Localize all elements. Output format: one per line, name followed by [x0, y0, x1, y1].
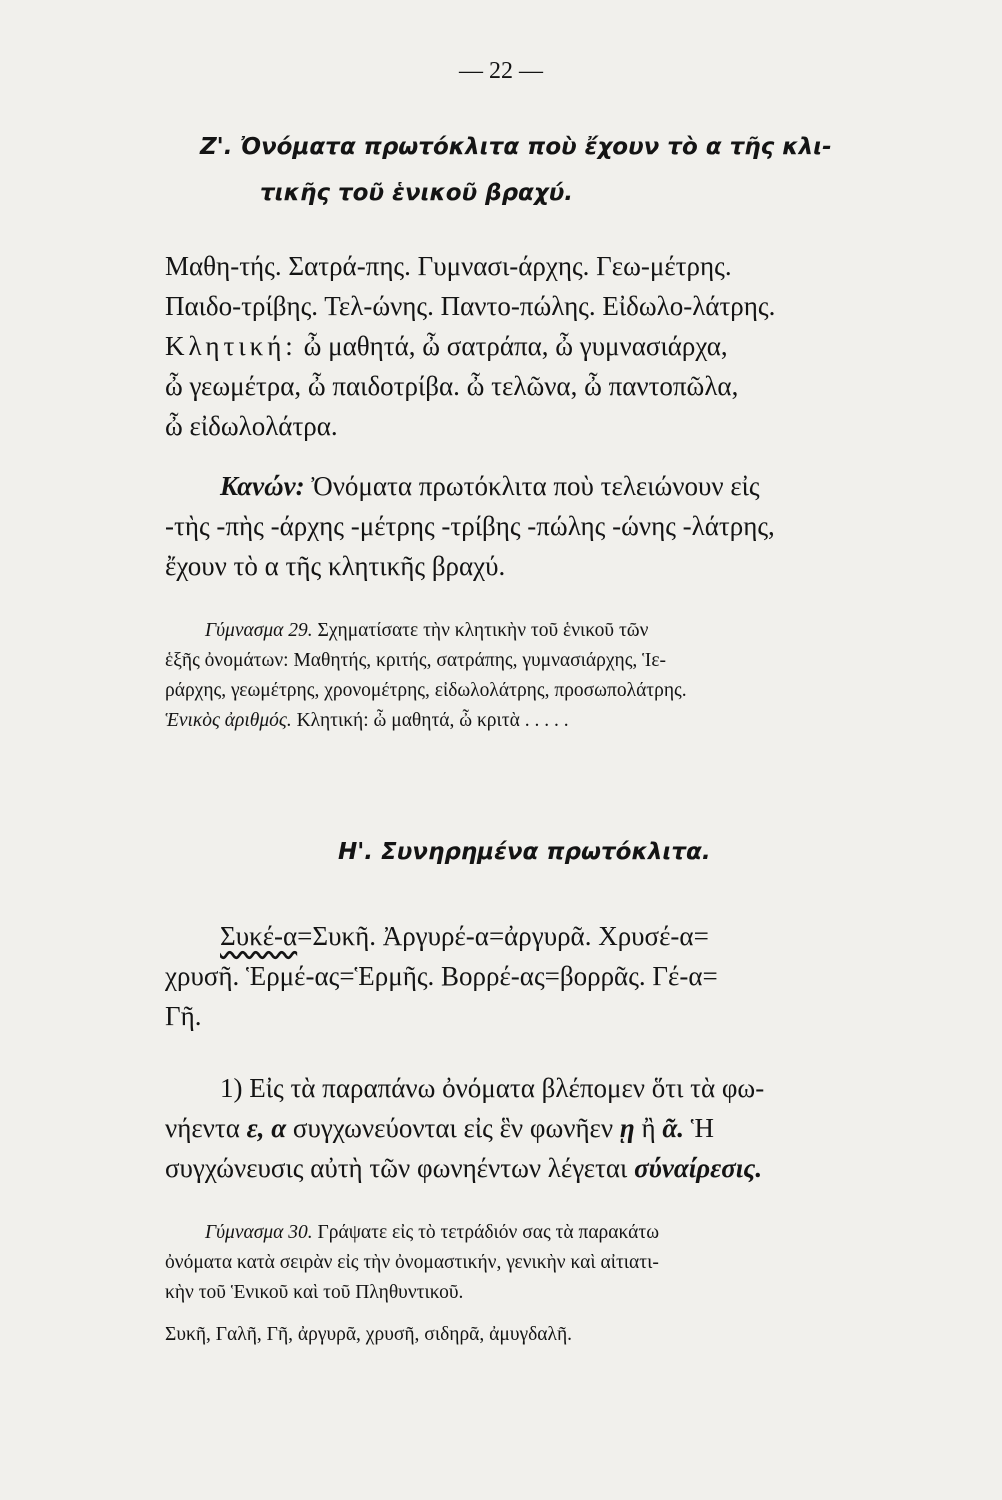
exercise-29-line-2: ἑξῆς ὀνομάτων: Μαθητής, κριτής, σατράπης, γυμνασιάρχης, Ἱε-: [165, 650, 667, 671]
rule-1-line-3-a: συγχώνευσις αὐτὴ τῶν φωνηέντων λέγεται: [165, 1153, 628, 1183]
rule-1-or: ἢ: [641, 1113, 656, 1143]
exercise-29-line-3: ράρχης, γεωμέτρης, χρονομέτρης, εἰδωλολάτρης, προσωπολάτρης.: [165, 680, 687, 701]
exercise-30-line-1-text: Γράψατε εἰς τὸ τετράδιόν σας τὰ παρακάτω: [317, 1222, 660, 1243]
contraction-borras-result: =βορρᾶς. Γέ-α: [544, 961, 703, 991]
section-z-body: [165, 246, 960, 446]
contraction-syke: Συκέ-α: [220, 921, 298, 951]
section-z-heading-line2: τικῆς τοῦ ἑνικοῦ βραχύ.: [260, 180, 573, 206]
contraction-line-3: Γῆ.: [165, 1001, 202, 1031]
contraction-syke-result: =Συκῆ. Ἀργυρέ-α: [297, 921, 489, 951]
exercise-30: [165, 1218, 960, 1350]
section-z-heading: [200, 124, 960, 216]
contraction-line-1: [165, 916, 960, 956]
contraction-ermes: χρυσῆ. Ἑρμέ-ας: [165, 961, 340, 991]
contraction-line-2: [165, 956, 960, 996]
kanon-line-1: [165, 466, 960, 506]
section-z-heading-line1: Ζ'. Ὀνόματα πρωτόκλιτα ποὺ ἔχουν τὸ α τῆς κλι-: [200, 134, 832, 160]
rule-1-alpha: ᾶ.: [662, 1113, 684, 1143]
exercise-30-line-1: [165, 1218, 960, 1248]
kanon-line-2: -τὴς -πὴς -άρχης -μέτρης -τρίβης -πώλης -ώνης -λάτρης,: [165, 511, 775, 541]
exercise-29: [165, 616, 960, 736]
rule-1-line-2-c: συγχωνεύονται εἰς ἓν φωνῆεν: [292, 1113, 614, 1143]
klitiki-line-2: ὦ γεωμέτρα, ὦ παιδοτρίβα. ὦ τελῶνα, ὦ παντοπῶλα,: [165, 371, 739, 401]
contraction-ermes-result: =Ἑρμῆς. Βορρέ-ας: [339, 961, 545, 991]
rule-1-line-2: [165, 1108, 960, 1148]
section-h-heading: [338, 829, 838, 875]
kanon-line-1-text: Ὀνόματα πρωτόκλιτα ποὺ τελειώνουν εἰς: [311, 471, 760, 501]
klitiki-line-1: [165, 326, 960, 366]
exercise-30-line-2: ὀνόματα κατὰ σειρὰν εἰς τὴν ὀνομαστικήν, γενικὴν καὶ αἰτιατι-: [165, 1252, 659, 1273]
exercise-29-label: Γύμνασμα 29.: [205, 620, 313, 641]
rule-1-line-2-a: νήεντα: [165, 1113, 240, 1143]
exercise-29-line-1: [165, 616, 960, 646]
exercise-29-number-label: Ἑνικὸς ἀριθμός.: [165, 710, 292, 731]
rule-1-vowels: ε, α: [246, 1113, 287, 1143]
klitiki-label: Κλητική:: [165, 331, 297, 361]
exercise-29-line-1-text: Σχηματίσατε τὴν κλητικὴν τοῦ ἑνικοῦ τῶν: [317, 620, 649, 641]
exercise-29-line-4-text: Κλητική: ὦ μαθητά, ὦ κριτὰ . . . . .: [296, 710, 569, 731]
rule-1-block: [165, 1068, 960, 1188]
words-line-2: Παιδο-τρίβης. Τελ-ώνης. Παντο-πώλης. Εἰδωλο-λάτρης.: [165, 291, 776, 321]
rule-1-term: σύναίρεσις.: [634, 1153, 763, 1183]
kanon-line-3: ἔχουν τὸ α τῆς κλητικῆς βραχύ.: [165, 551, 506, 581]
rule-1-line-2-g: Ἡ: [690, 1113, 714, 1143]
contraction-block: [165, 916, 960, 1036]
klitiki-line-1-text: ὦ μαθητά, ὦ σατράπα, ὦ γυμνασιάρχα,: [303, 331, 728, 361]
exercise-29-line-4: [165, 706, 960, 736]
words-line-1: Μαθη-τής. Σατρά-πης. Γυμνασι-άρχης. Γεω-μέτρης.: [165, 251, 732, 281]
rule-1-line-1: 1) Εἰς τὰ παραπάνω ὀνόματα βλέπομεν ὅτι τὰ φω-: [220, 1073, 765, 1103]
exercise-30-line-3: κὴν τοῦ Ἑνικοῦ καὶ τοῦ Πληθυντικοῦ.: [165, 1282, 464, 1303]
rule-1-eta: ῃ: [619, 1113, 635, 1143]
exercise-30-words: Συκῆ, Γαλῆ, Γῆ, ἀργυρᾶ, χρυσῆ, σιδηρᾶ, ἀμυγδαλῆ.: [165, 1324, 573, 1345]
rule-1-line-3: [165, 1148, 960, 1188]
kanon-block: [165, 466, 960, 586]
section-h-heading-text: Η'. Συνηρημένα πρωτόκλιτα.: [338, 839, 711, 865]
kanon-label: Κανών:: [220, 471, 305, 501]
contraction-ge-eq: =: [702, 961, 718, 991]
contraction-argyra-result: =ἀργυρᾶ. Χρυσέ-α: [488, 921, 694, 951]
klitiki-line-3: ὦ εἰδωλολάτρα.: [165, 411, 338, 441]
exercise-30-label: Γύμνασμα 30.: [205, 1222, 313, 1243]
contraction-chryse-eq: =: [693, 921, 709, 951]
page-number: — 22 —: [459, 58, 543, 84]
